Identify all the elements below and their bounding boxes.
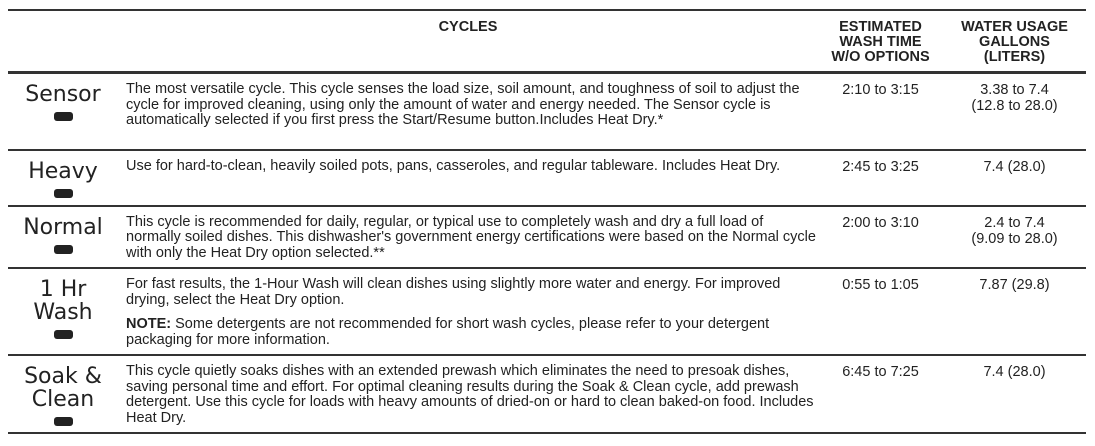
cycle-description bbox=[118, 73, 818, 150]
table-row bbox=[8, 150, 1086, 206]
water-usage bbox=[943, 268, 1086, 355]
water-usage-value: 7.4 (28.0) bbox=[983, 364, 1046, 380]
cycle-button-icon bbox=[54, 245, 73, 254]
wash-time: 2:45 to 3:25 bbox=[842, 158, 919, 175]
cycle-name-cell bbox=[8, 73, 118, 150]
cycle-name-cell bbox=[8, 355, 118, 433]
water-usage bbox=[943, 150, 1086, 206]
cycle-name-cell bbox=[8, 206, 118, 269]
cycle-button-icon bbox=[54, 112, 73, 121]
water-usage-gallons: 2.4 to 7.4 bbox=[984, 214, 1045, 231]
header-cycles: CYCLES bbox=[438, 19, 498, 35]
water-usage-gallons: 3.38 to 7.4 bbox=[980, 82, 1049, 98]
cycle-description-text: This cycle quietly soaks dishes with an extended prewash which eliminates the need to presoak dishes, saving personal time and effort. For optimal cleaning results during the Soak & Clean cycle, add prewash detergent. Use this cycle for loads with heavy amounts of dried-on or hard to clean baked-on food. Includes Heat Dry. bbox=[126, 363, 814, 426]
header-water-line: WATER USAGE bbox=[961, 19, 1068, 35]
cycle-name-cell bbox=[8, 268, 118, 355]
table-row bbox=[8, 206, 1086, 269]
header-wash-time-line: ESTIMATED bbox=[839, 19, 922, 35]
cycles-table bbox=[8, 9, 1086, 434]
cycle-description bbox=[118, 150, 818, 206]
cycle-name: Soak & Clean bbox=[24, 364, 102, 412]
water-usage-liters: (12.8 to 28.0) bbox=[971, 98, 1058, 114]
cycle-description-text: The most versatile cycle. This cycle senses the load size, soil amount, and toughness of soil to adjust the cycle for improved cleaning, using only the amount of water and energy needed. The Sensor cycle is automatically selected if you first press the Start/Resume button.Includes Heat Dry.* bbox=[126, 81, 800, 128]
water-usage bbox=[943, 73, 1086, 150]
header-wash-time-line: W/O OPTIONS bbox=[831, 49, 930, 65]
cycle-description-text: For fast results, the 1-Hour Wash will clean dishes using slightly more water and energy. For improved drying, select the Heat Dry option. bbox=[126, 276, 781, 308]
water-usage-value: 7.4 (28.0) bbox=[983, 158, 1046, 175]
header-water-line: (LITERS) bbox=[983, 49, 1046, 65]
cycle-name: Sensor bbox=[25, 82, 101, 107]
table-row bbox=[8, 268, 1086, 355]
cycle-description bbox=[118, 268, 818, 355]
header-water-line: GALLONS bbox=[979, 34, 1050, 50]
wash-time: 0:55 to 1:05 bbox=[842, 277, 919, 293]
cycle-name: Normal bbox=[23, 214, 103, 240]
cycle-description bbox=[118, 206, 818, 269]
cycle-name: 1 Hr Wash bbox=[33, 277, 93, 325]
header-wash-time-line: WASH TIME bbox=[839, 34, 922, 50]
cycle-button-icon bbox=[54, 330, 73, 339]
wash-time: 2:00 to 3:10 bbox=[842, 214, 919, 231]
cycle-description-text: Use for hard-to-clean, heavily soiled pots, pans, casseroles, and regular tableware. Includes Heat Dry. bbox=[126, 157, 781, 174]
cycle-button-icon bbox=[54, 189, 73, 198]
wash-time: 6:45 to 7:25 bbox=[842, 364, 919, 380]
water-usage bbox=[943, 355, 1086, 433]
note-label: NOTE: bbox=[126, 316, 172, 332]
table-row bbox=[8, 73, 1086, 150]
table-header-row bbox=[8, 10, 1086, 73]
header-blank bbox=[8, 10, 118, 73]
cycle-description bbox=[118, 355, 818, 433]
cycle-button-icon bbox=[54, 417, 73, 426]
table-row bbox=[8, 355, 1086, 433]
cycle-note bbox=[126, 317, 818, 348]
cycle-description-text: This cycle is recommended for daily, regular, or typical use to completely wash and dry a full load of normally soiled dishes. This dishwasher's government energy certifications were based on the Normal cycle with only the Heat Dry option selected.** bbox=[126, 213, 816, 261]
header-water-usage bbox=[943, 10, 1086, 73]
water-usage bbox=[943, 206, 1086, 269]
cycle-name-cell bbox=[8, 150, 118, 206]
water-usage-value: 7.87 (29.8) bbox=[979, 277, 1050, 293]
header-wash-time bbox=[818, 10, 943, 73]
cycle-name: Heavy bbox=[28, 158, 98, 184]
note-text: Some detergents are not recommended for short wash cycles, please refer to your detergent packaging for more information. bbox=[126, 316, 770, 348]
water-usage-liters: (9.09 to 28.0) bbox=[971, 230, 1058, 247]
wash-time: 2:10 to 3:15 bbox=[842, 82, 919, 98]
